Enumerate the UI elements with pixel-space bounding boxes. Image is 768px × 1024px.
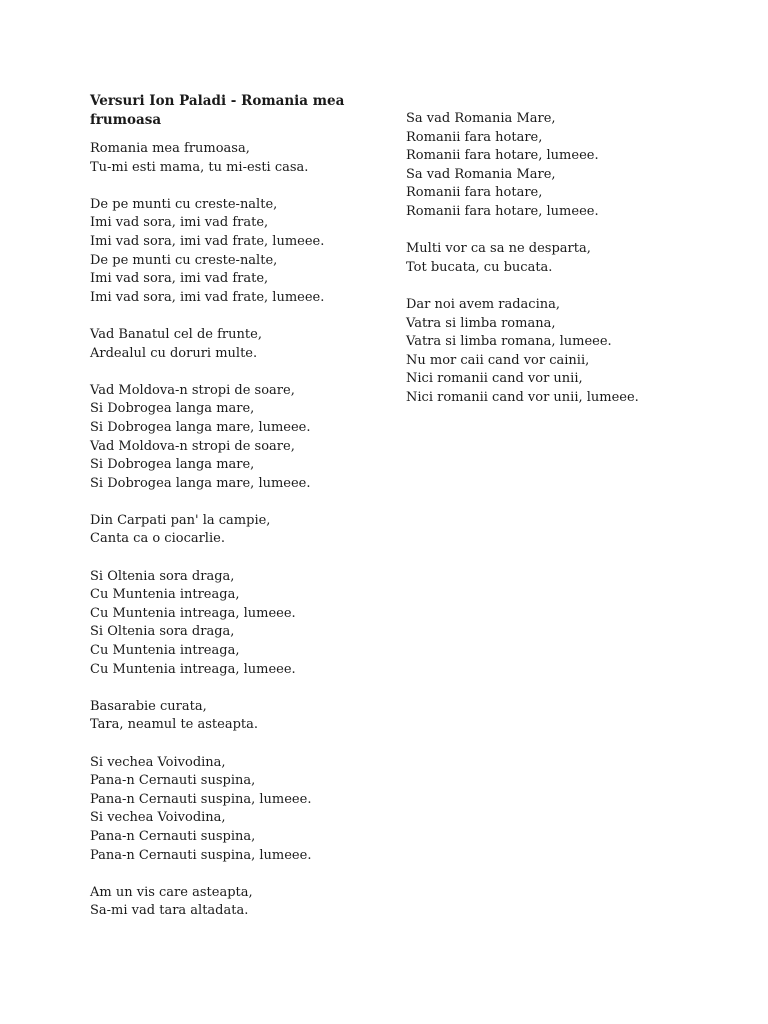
verse-line: Si Oltenia sora draga, — [90, 568, 235, 584]
stanza — [406, 110, 706, 222]
verse-line: Pana-n Cernauti suspina, — [90, 773, 256, 789]
verse-line: Vatra si limba romana, lumeee. — [406, 334, 612, 350]
left-stanzas — [90, 140, 380, 921]
verse-line: Pana-n Cernauti suspina, lumeee. — [90, 791, 312, 807]
verse-line: Vatra si limba romana, — [406, 315, 556, 331]
verse-line: Nici romanii cand vor unii, lumeee. — [406, 389, 639, 405]
stanza — [90, 196, 380, 308]
verse-line: Pana-n Cernauti suspina, lumeee. — [90, 847, 312, 863]
verse-line: Multi vor ca sa ne desparta, — [406, 241, 591, 257]
stanza — [90, 140, 380, 177]
stanza — [90, 568, 380, 680]
verse-line: Imi vad sora, imi vad frate, lumeee. — [90, 233, 325, 249]
verse-line: Si vechea Voivodina, — [90, 810, 226, 826]
stanza — [90, 754, 380, 866]
verse-line: Nici romanii cand vor unii, — [406, 371, 583, 387]
verse-line: Imi vad sora, imi vad frate, — [90, 271, 269, 287]
verse-line: Tot bucata, cu bucata. — [406, 259, 553, 275]
verse-line: Sa vad Romania Mare, — [406, 166, 556, 182]
verse-line: Nu mor caii cand vor cainii, — [406, 352, 590, 368]
verse-line: De pe munti cu creste-nalte, — [90, 196, 278, 212]
verse-line: Sa-mi vad tara altadata. — [90, 903, 249, 919]
stanza — [406, 296, 706, 408]
verse-line: Romanii fara hotare, lumeee. — [406, 203, 599, 219]
document-title: Versuri Ion Paladi - Romania mea frumoasa — [90, 93, 345, 128]
verse-line: Ardealul cu doruri multe. — [90, 345, 258, 361]
verse-line: Si Dobrogea langa mare, — [90, 457, 255, 473]
stanza — [90, 884, 380, 921]
left-column — [90, 92, 380, 940]
verse-line: Din Carpati pan' la campie, — [90, 512, 271, 528]
stanza — [90, 382, 380, 494]
verse-line: Romanii fara hotare, lumeee. — [406, 148, 599, 164]
verse-line: Si Dobrogea langa mare, lumeee. — [90, 475, 311, 491]
verse-line: Tu-mi esti mama, tu mi-esti casa. — [90, 159, 309, 175]
verse-line: Cu Muntenia intreaga, — [90, 587, 240, 603]
verse-line: Cu Muntenia intreaga, lumeee. — [90, 661, 296, 677]
verse-line: Am un vis care asteapta, — [90, 884, 253, 900]
verse-line: Romanii fara hotare, — [406, 185, 543, 201]
verse-line: Imi vad sora, imi vad frate, — [90, 215, 269, 231]
verse-line: Tara, neamul te asteapta. — [90, 717, 259, 733]
verse-line: Canta ca o ciocarlie. — [90, 531, 225, 547]
verse-line: Pana-n Cernauti suspina, — [90, 828, 256, 844]
verse-line: Si Dobrogea langa mare, — [90, 401, 255, 417]
verse-line: Vad Moldova-n stropi de soare, — [90, 382, 295, 398]
stanza — [90, 698, 380, 735]
verse-line: Cu Muntenia intreaga, — [90, 643, 240, 659]
verse-line: Si vechea Voivodina, — [90, 754, 226, 770]
stanza — [406, 240, 706, 277]
verse-line: Imi vad sora, imi vad frate, lumeee. — [90, 289, 325, 305]
verse-line: Si Dobrogea langa mare, lumeee. — [90, 419, 311, 435]
right-stanzas — [406, 110, 706, 408]
verse-line: Sa vad Romania Mare, — [406, 111, 556, 126]
verse-line: Romania mea frumoasa, — [90, 141, 250, 156]
verse-line: Dar noi avem radacina, — [406, 296, 560, 312]
stanza — [90, 512, 380, 549]
stanza — [90, 326, 380, 363]
verse-line: Vad Moldova-n stropi de soare, — [90, 438, 295, 454]
right-column — [406, 110, 706, 426]
verse-line: Romanii fara hotare, — [406, 129, 543, 145]
verse-line: Basarabie curata, — [90, 698, 207, 714]
verse-line: De pe munti cu creste-nalte, — [90, 252, 278, 268]
verse-line: Si Oltenia sora draga, — [90, 624, 235, 640]
verse-line: Vad Banatul cel de frunte, — [90, 326, 262, 342]
verse-line: Cu Muntenia intreaga, lumeee. — [90, 605, 296, 621]
